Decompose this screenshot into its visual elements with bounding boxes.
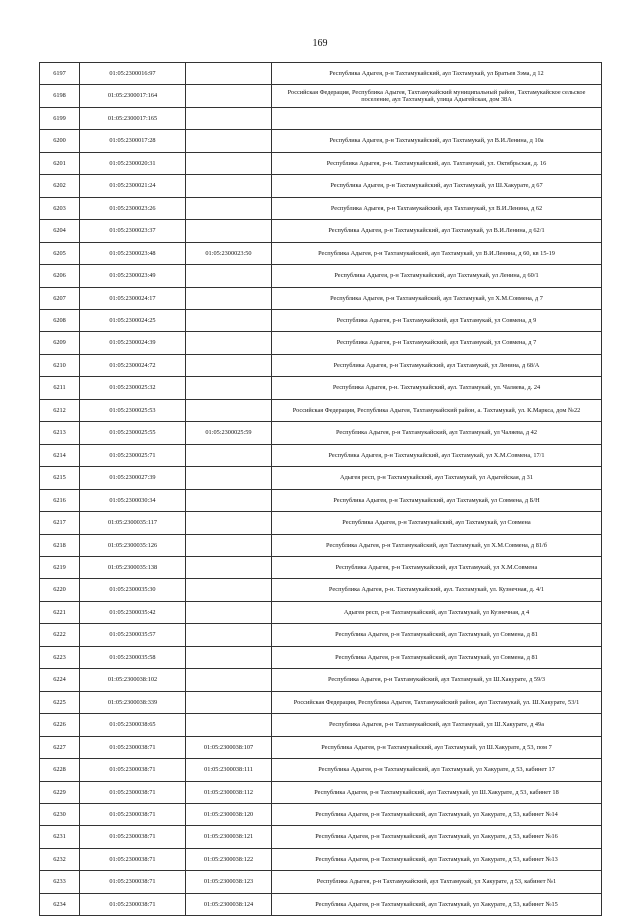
cadastral-number-cell: 01:05:2300038:71 [80, 803, 186, 825]
address-cell: Республика Адыгея, р-н Тахтамукайский, аул Тахтамукай, ул Хакурате, д 53, кабинет №13 [272, 848, 602, 870]
table-row [40, 601, 602, 623]
table-row [40, 444, 602, 466]
address-cell: Республика Адыгея, р-н Тахтамукайский, аул Тахтамукай, ул Х.М.Совмена, 17/1 [272, 444, 602, 466]
related-cadastral-number-cell [186, 669, 272, 691]
cadastral-number-cell: 01:05:2300030:34 [80, 489, 186, 511]
table-row [40, 287, 602, 309]
address-cell: Республика Адыгея, р-н Тахтамукайский, аул Тахтамукай, ул Хакурате, д 53, кабинет №1 [272, 871, 602, 893]
cadastral-number-cell: 01:05:2300035:30 [80, 579, 186, 601]
cadastral-number-cell: 01:05:2300025:53 [80, 399, 186, 421]
row-number-cell: 6222 [40, 624, 80, 646]
row-number-cell: 6205 [40, 242, 80, 264]
related-cadastral-number-cell: 01:05:2300038:120 [186, 803, 272, 825]
address-cell: Республика Адыгея, р-н Тахтамукайский, аул Тахтамукай, ул В.И.Ленина, д 10а [272, 130, 602, 152]
address-cell: Адыгея респ, р-н Тахтамукайский, аул Тахтамукай, ул Кузнечная, д 4 [272, 601, 602, 623]
row-number-cell: 6209 [40, 332, 80, 354]
related-cadastral-number-cell [186, 85, 272, 107]
table-row [40, 175, 602, 197]
row-number-cell: 6231 [40, 826, 80, 848]
row-number-cell: 6204 [40, 220, 80, 242]
cadastral-number-cell: 01:05:2300020:31 [80, 152, 186, 174]
address-cell: Республика Адыгея, р-н Тахтамукайский, аул Тахтамукай, ул Х.М.Совмена, д 81/б [272, 534, 602, 556]
table-row [40, 63, 602, 85]
cadastral-number-cell: 01:05:2300038:102 [80, 669, 186, 691]
address-cell: Республика Адыгея, р-н Тахтамукайский, аул Тахтамукай, ул Ленина, д 60/1 [272, 265, 602, 287]
cadastral-number-cell: 01:05:2300038:71 [80, 893, 186, 915]
cadastral-number-cell: 01:05:2300038:71 [80, 781, 186, 803]
row-number-cell: 6210 [40, 354, 80, 376]
address-cell [272, 107, 602, 129]
related-cadastral-number-cell [186, 556, 272, 578]
address-cell: Республика Адыгея, р-н Тахтамукайский, аул Тахтамукай, ул Совмена, д 81 [272, 624, 602, 646]
related-cadastral-number-cell [186, 309, 272, 331]
address-cell: Республика Адыгея, р-н. Тахтамукайский, аул. Тахтамукай, ул. Кузнечная, д. 4/1 [272, 579, 602, 601]
table-row [40, 624, 602, 646]
address-cell: Республика Адыгея, р-н Тахтамукайский, аул Тахтамукай, ул Совмена, д Б/Н [272, 489, 602, 511]
cadastral-number-cell: 01:05:2300038:71 [80, 736, 186, 758]
row-number-cell: 6233 [40, 871, 80, 893]
cadastral-number-cell: 01:05:2300023:48 [80, 242, 186, 264]
table-row [40, 107, 602, 129]
address-cell: Российская Федерация, Республика Адыгея, Тахтамукайский район, а. Тахтамукай, ул. К.Маркса, дом №22 [272, 399, 602, 421]
related-cadastral-number-cell: 01:05:2300038:107 [186, 736, 272, 758]
cadastral-number-cell: 01:05:2300023:49 [80, 265, 186, 287]
row-number-cell: 6207 [40, 287, 80, 309]
table-row [40, 265, 602, 287]
table-row [40, 332, 602, 354]
cadastral-number-cell: 01:05:2300025:71 [80, 444, 186, 466]
row-number-cell: 6220 [40, 579, 80, 601]
related-cadastral-number-cell [186, 63, 272, 85]
row-number-cell: 6230 [40, 803, 80, 825]
table-row [40, 736, 602, 758]
related-cadastral-number-cell [186, 130, 272, 152]
cadastral-number-cell: 01:05:2300025:32 [80, 377, 186, 399]
related-cadastral-number-cell [186, 714, 272, 736]
row-number-cell: 6198 [40, 85, 80, 107]
row-number-cell: 6199 [40, 107, 80, 129]
table-row [40, 848, 602, 870]
table-row [40, 646, 602, 668]
table-row [40, 579, 602, 601]
cadastral-number-cell: 01:05:2300035:126 [80, 534, 186, 556]
related-cadastral-number-cell [186, 444, 272, 466]
address-cell: Республика Адыгея, р-н Тахтамукайский, аул Тахтамукай, ул Хакурате, д 53, кабинет №16 [272, 826, 602, 848]
cadastral-number-cell: 01:05:2300038:71 [80, 848, 186, 870]
table-row [40, 691, 602, 713]
cadastral-number-cell: 01:05:2300038:71 [80, 759, 186, 781]
row-number-cell: 6200 [40, 130, 80, 152]
address-cell: Республика Адыгея, р-н Тахтамукайский, аул Тахтамукай, ул Ш.Хакурате, д 59/3 [272, 669, 602, 691]
related-cadastral-number-cell: 01:05:2300038:123 [186, 871, 272, 893]
related-cadastral-number-cell [186, 467, 272, 489]
table-row [40, 309, 602, 331]
address-cell: Республика Адыгея, р-н Тахтамукайский, аул Тахтамукай, ул Ш.Хакурате, д 53, пом 7 [272, 736, 602, 758]
row-number-cell: 6202 [40, 175, 80, 197]
table-row [40, 489, 602, 511]
table-row [40, 422, 602, 444]
cadastral-number-cell: 01:05:2300016:97 [80, 63, 186, 85]
related-cadastral-number-cell [186, 332, 272, 354]
table-row [40, 759, 602, 781]
address-cell: Республика Адыгея, р-н Тахтамукайский, аул Тахтамукай, ул Хакурате, д 53, кабинет №15 [272, 893, 602, 915]
address-cell: Российская Федерация, Республика Адыгея, Тахтамукайский район, аул Тахтамукай, ул. Ш.Хакурате, 53/1 [272, 691, 602, 713]
address-cell: Республика Адыгея, р-н Тахтамукайский, аул Тахтамукай, ул Совмена, д 9 [272, 309, 602, 331]
table-row [40, 893, 602, 915]
page-number: 169 [312, 38, 328, 49]
table-row [40, 242, 602, 264]
address-cell: Республика Адыгея, р-н Тахтамукайский, аул Тахтамукай, ул Ш.Хакурате, д 67 [272, 175, 602, 197]
table-row [40, 354, 602, 376]
row-number-cell: 6203 [40, 197, 80, 219]
address-cell: Республика Адыгея, р-н Тахтамукайский, аул Тахтамукай, ул Совмена [272, 512, 602, 534]
cadastral-number-cell: 01:05:2300024:39 [80, 332, 186, 354]
address-cell: Республика Адыгея, р-н Тахтамукайский, аул Тахтамукай, ул Чаляева, д 42 [272, 422, 602, 444]
table-row [40, 197, 602, 219]
cadastral-number-cell: 01:05:2300038:71 [80, 826, 186, 848]
cadastral-number-cell: 01:05:2300017:165 [80, 107, 186, 129]
register-table-body [40, 63, 602, 916]
table-row [40, 803, 602, 825]
address-cell: Республика Адыгея, р-н Тахтамукайский, аул Тахтамукай, ул Хакурате, д 53, кабинет 17 [272, 759, 602, 781]
cadastral-number-cell: 01:05:2300017:28 [80, 130, 186, 152]
row-number-cell: 6234 [40, 893, 80, 915]
related-cadastral-number-cell [186, 220, 272, 242]
related-cadastral-number-cell [186, 534, 272, 556]
table-row [40, 534, 602, 556]
address-cell: Республика Адыгея, р-н Тахтамукайский, аул Тахтамукай, ул Ш.Хакурате, д 49а [272, 714, 602, 736]
address-cell: Республика Адыгея, р-н Тахтамукайский, аул Тахтамукай, ул Хакурате, д 53, кабинет №14 [272, 803, 602, 825]
table-row [40, 467, 602, 489]
table-row [40, 399, 602, 421]
row-number-cell: 6219 [40, 556, 80, 578]
related-cadastral-number-cell [186, 287, 272, 309]
table-row [40, 556, 602, 578]
row-number-cell: 6232 [40, 848, 80, 870]
row-number-cell: 6214 [40, 444, 80, 466]
cadastral-number-cell: 01:05:2300024:72 [80, 354, 186, 376]
row-number-cell: 6212 [40, 399, 80, 421]
row-number-cell: 6218 [40, 534, 80, 556]
row-number-cell: 6215 [40, 467, 80, 489]
related-cadastral-number-cell [186, 175, 272, 197]
related-cadastral-number-cell: 01:05:2300038:111 [186, 759, 272, 781]
related-cadastral-number-cell [186, 691, 272, 713]
cadastral-number-cell: 01:05:2300035:117 [80, 512, 186, 534]
related-cadastral-number-cell [186, 601, 272, 623]
row-number-cell: 6229 [40, 781, 80, 803]
table-row [40, 130, 602, 152]
row-number-cell: 6216 [40, 489, 80, 511]
cadastral-number-cell: 01:05:2300035:42 [80, 601, 186, 623]
address-cell: Республика Адыгея, р-н Тахтамукайский, аул Тахтамукай, ул В.И.Ленина, д 62/1 [272, 220, 602, 242]
related-cadastral-number-cell [186, 489, 272, 511]
row-number-cell: 6213 [40, 422, 80, 444]
table-row [40, 871, 602, 893]
row-number-cell: 6201 [40, 152, 80, 174]
related-cadastral-number-cell [186, 197, 272, 219]
related-cadastral-number-cell [186, 107, 272, 129]
related-cadastral-number-cell: 01:05:2300038:124 [186, 893, 272, 915]
row-number-cell: 6197 [40, 63, 80, 85]
cadastral-number-cell: 01:05:2300023:37 [80, 220, 186, 242]
address-cell: Республика Адыгея, р-н Тахтамукайский, аул Тахтамукай, ул Совмена, д 7 [272, 332, 602, 354]
row-number-cell: 6206 [40, 265, 80, 287]
cadastral-number-cell: 01:05:2300024:25 [80, 309, 186, 331]
address-cell: Республика Адыгея, р-н Тахтамукайский, аул Тахтамукай, ул Братьев Зэма, д 12 [272, 63, 602, 85]
related-cadastral-number-cell [186, 512, 272, 534]
cadastral-number-cell: 01:05:2300027:39 [80, 467, 186, 489]
row-number-cell: 6211 [40, 377, 80, 399]
row-number-cell: 6208 [40, 309, 80, 331]
row-number-cell: 6223 [40, 646, 80, 668]
row-number-cell: 6221 [40, 601, 80, 623]
cadastral-number-cell: 01:05:2300023:26 [80, 197, 186, 219]
row-number-cell: 6226 [40, 714, 80, 736]
cadastral-number-cell: 01:05:2300035:138 [80, 556, 186, 578]
related-cadastral-number-cell [186, 624, 272, 646]
related-cadastral-number-cell [186, 265, 272, 287]
cadastral-number-cell: 01:05:2300038:71 [80, 871, 186, 893]
table-row [40, 512, 602, 534]
address-cell: Республика Адыгея, р-н Тахтамукайский, аул Тахтамукай, ул Х.М.Совмена, д 7 [272, 287, 602, 309]
cadastral-number-cell: 01:05:2300038:339 [80, 691, 186, 713]
table-row [40, 714, 602, 736]
related-cadastral-number-cell: 01:05:2300025:59 [186, 422, 272, 444]
related-cadastral-number-cell [186, 579, 272, 601]
address-cell: Республика Адыгея, р-н Тахтамукайский, аул Тахтамукай, ул Х.М.Совмена [272, 556, 602, 578]
related-cadastral-number-cell [186, 399, 272, 421]
address-cell: Республика Адыгея, р-н Тахтамукайский, аул Тахтамукай, ул В.И.Ленина, д 62 [272, 197, 602, 219]
cadastral-number-cell: 01:05:2300035:57 [80, 624, 186, 646]
related-cadastral-number-cell [186, 152, 272, 174]
address-cell: Республика Адыгея, р-н. Тахтамукайский, аул. Тахтамукай, ул. Чаляева, д. 24 [272, 377, 602, 399]
address-cell: Республика Адыгея, р-н. Тахтамукайский, аул. Тахтамукай, ул. Октябрьская, д. 16 [272, 152, 602, 174]
table-row [40, 826, 602, 848]
related-cadastral-number-cell [186, 646, 272, 668]
address-cell: Российская Федерация, Республика Адыгея, Тахтамукайский муниципальный район, Тахтамукайское сельское поселение, аул Тахтамукай, улица Адыгейская, дом 38А [272, 85, 602, 107]
cadastral-number-cell: 01:05:2300025:55 [80, 422, 186, 444]
row-number-cell: 6224 [40, 669, 80, 691]
cadastral-number-cell: 01:05:2300035:58 [80, 646, 186, 668]
register-table [39, 62, 602, 916]
related-cadastral-number-cell [186, 377, 272, 399]
address-cell: Республика Адыгея, р-н Тахтамукайский, аул Тахтамукай, ул Ш.Хакурате, д 53, кабинет 18 [272, 781, 602, 803]
cadastral-number-cell: 01:05:2300021:24 [80, 175, 186, 197]
address-cell: Республика Адыгея, р-н Тахтамукайский, аул Тахтамукай, ул Ленина, д 68/А [272, 354, 602, 376]
table-row [40, 669, 602, 691]
related-cadastral-number-cell: 01:05:2300023:50 [186, 242, 272, 264]
row-number-cell: 6227 [40, 736, 80, 758]
cadastral-number-cell: 01:05:2300017:164 [80, 85, 186, 107]
related-cadastral-number-cell: 01:05:2300038:112 [186, 781, 272, 803]
address-cell: Адыгея респ, р-н Тахтамукайский, аул Тахтамукай, ул Адыгейская, д 31 [272, 467, 602, 489]
table-row [40, 781, 602, 803]
row-number-cell: 6228 [40, 759, 80, 781]
row-number-cell: 6217 [40, 512, 80, 534]
row-number-cell: 6225 [40, 691, 80, 713]
table-row [40, 220, 602, 242]
table-row [40, 152, 602, 174]
related-cadastral-number-cell: 01:05:2300038:122 [186, 848, 272, 870]
address-cell: Республика Адыгея, р-н Тахтамукайский, аул Тахтамукай, ул В.И.Ленина, д 60, кв 15-19 [272, 242, 602, 264]
cadastral-number-cell: 01:05:2300038:65 [80, 714, 186, 736]
cadastral-number-cell: 01:05:2300024:17 [80, 287, 186, 309]
table-row [40, 377, 602, 399]
related-cadastral-number-cell [186, 354, 272, 376]
table-row [40, 85, 602, 107]
address-cell: Республика Адыгея, р-н Тахтамукайский, аул Тахтамукай, ул Совмена, д 81 [272, 646, 602, 668]
related-cadastral-number-cell: 01:05:2300038:121 [186, 826, 272, 848]
